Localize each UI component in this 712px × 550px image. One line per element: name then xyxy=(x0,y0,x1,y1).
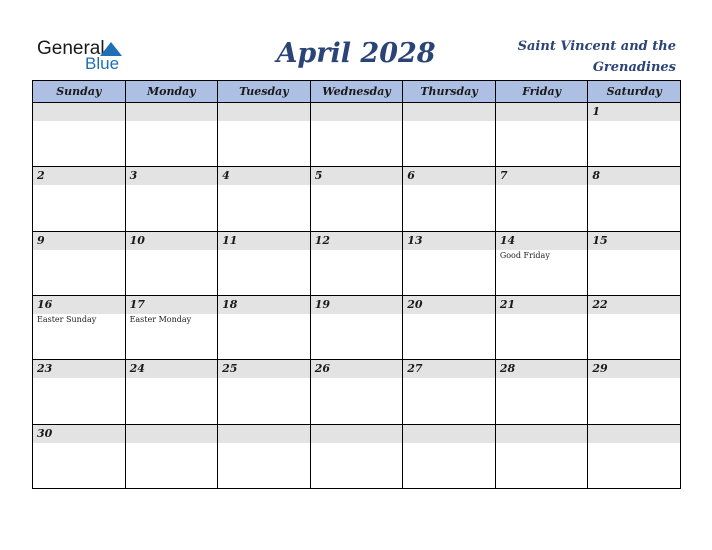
day-cell xyxy=(33,167,126,231)
day-cell xyxy=(125,231,218,295)
day-number: 12 xyxy=(311,232,403,250)
day-number xyxy=(33,103,125,121)
day-cell xyxy=(310,424,403,488)
holiday-label: Easter Sunday xyxy=(37,314,97,324)
day-cell xyxy=(125,167,218,231)
day-cell xyxy=(125,424,218,488)
day-number: 15 xyxy=(588,232,680,250)
day-cell xyxy=(495,360,588,424)
day-number xyxy=(588,425,680,443)
weekday-sunday: Sunday xyxy=(33,81,126,103)
calendar-grid xyxy=(32,80,681,489)
day-cell xyxy=(588,360,681,424)
day-cell xyxy=(403,167,496,231)
day-cell xyxy=(218,167,311,231)
weekday-monday: Monday xyxy=(125,81,218,103)
country-name-line2: Grenadines xyxy=(592,60,676,75)
day-number: 20 xyxy=(403,296,495,314)
day-number: 7 xyxy=(496,167,588,185)
day-number: 23 xyxy=(33,360,125,378)
country-name xyxy=(501,36,676,78)
day-number: 2 xyxy=(33,167,125,185)
day-number: 18 xyxy=(218,296,310,314)
day-cell xyxy=(33,360,126,424)
day-cell xyxy=(588,231,681,295)
holiday-label: Good Friday xyxy=(499,250,550,260)
weekday-wednesday: Wednesday xyxy=(310,81,403,103)
day-number xyxy=(496,103,588,121)
day-number: 30 xyxy=(33,425,125,443)
day-cell xyxy=(33,103,126,167)
day-number xyxy=(126,103,218,121)
day-cell xyxy=(218,424,311,488)
weekday-saturday: Saturday xyxy=(588,81,681,103)
day-cell xyxy=(403,295,496,359)
day-cell xyxy=(310,231,403,295)
day-number: 11 xyxy=(218,232,310,250)
day-number: 6 xyxy=(403,167,495,185)
day-number: 25 xyxy=(218,360,310,378)
weekday-header-row xyxy=(33,81,681,103)
day-cell xyxy=(495,103,588,167)
day-number: 27 xyxy=(403,360,495,378)
day-number: 1 xyxy=(588,103,680,121)
day-cell xyxy=(33,231,126,295)
calendar-title: April 2028 xyxy=(276,38,436,69)
week-row xyxy=(33,360,681,424)
day-number xyxy=(496,425,588,443)
day-number: 26 xyxy=(311,360,403,378)
day-cell xyxy=(495,295,588,359)
week-row xyxy=(33,167,681,231)
day-number: 10 xyxy=(126,232,218,250)
day-number xyxy=(403,103,495,121)
week-row xyxy=(33,295,681,359)
day-cell xyxy=(495,167,588,231)
day-cell xyxy=(218,295,311,359)
week-row xyxy=(33,103,681,167)
day-cell xyxy=(310,167,403,231)
country-name-line1: Saint Vincent and the xyxy=(517,39,676,54)
day-number: 8 xyxy=(588,167,680,185)
day-cell xyxy=(588,103,681,167)
day-number: 4 xyxy=(218,167,310,185)
day-cell xyxy=(310,295,403,359)
day-number: 22 xyxy=(588,296,680,314)
day-cell xyxy=(125,295,218,359)
logo-text-general: General xyxy=(37,38,105,59)
day-cell xyxy=(310,360,403,424)
weekday-tuesday: Tuesday xyxy=(218,81,311,103)
day-number: 9 xyxy=(33,232,125,250)
day-cell xyxy=(495,424,588,488)
day-cell xyxy=(125,103,218,167)
day-number: 28 xyxy=(496,360,588,378)
day-number: 3 xyxy=(126,167,218,185)
day-cell xyxy=(495,231,588,295)
day-cell xyxy=(403,231,496,295)
week-row xyxy=(33,424,681,488)
holiday-label: Easter Monday xyxy=(129,314,192,324)
day-cell xyxy=(588,167,681,231)
day-cell xyxy=(588,295,681,359)
day-number: 24 xyxy=(126,360,218,378)
day-cell xyxy=(33,424,126,488)
day-number: 5 xyxy=(311,167,403,185)
day-number xyxy=(218,425,310,443)
day-number: 21 xyxy=(496,296,588,314)
day-cell xyxy=(403,103,496,167)
day-number: 13 xyxy=(403,232,495,250)
day-number: 19 xyxy=(311,296,403,314)
day-number: 14 xyxy=(496,232,588,250)
weekday-friday: Friday xyxy=(495,81,588,103)
day-number xyxy=(218,103,310,121)
day-cell xyxy=(403,424,496,488)
day-cell xyxy=(125,360,218,424)
day-number: 16 xyxy=(33,296,125,314)
day-cell xyxy=(218,360,311,424)
day-number: 29 xyxy=(588,360,680,378)
calendar-body xyxy=(33,103,681,489)
weekday-thursday: Thursday xyxy=(403,81,496,103)
day-cell xyxy=(218,103,311,167)
day-cell xyxy=(33,295,126,359)
day-number: 17 xyxy=(126,296,218,314)
week-row xyxy=(33,231,681,295)
day-cell xyxy=(403,360,496,424)
day-number xyxy=(403,425,495,443)
day-cell xyxy=(310,103,403,167)
day-number xyxy=(311,425,403,443)
day-number xyxy=(126,425,218,443)
day-number xyxy=(311,103,403,121)
day-cell xyxy=(218,231,311,295)
logo-text-blue: Blue xyxy=(85,54,120,73)
day-cell xyxy=(588,424,681,488)
